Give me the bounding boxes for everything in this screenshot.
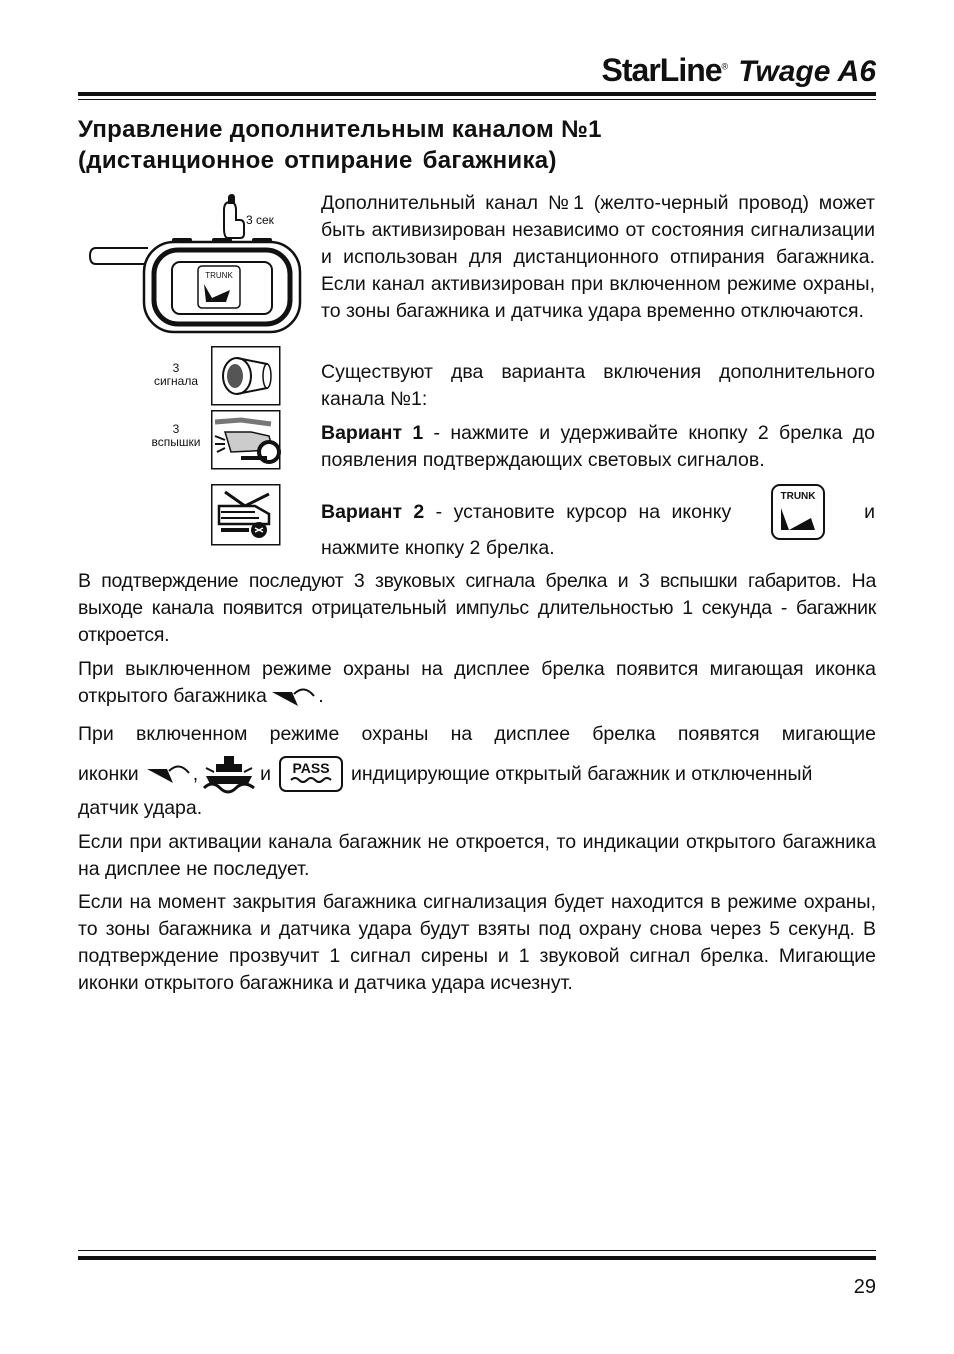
paragraph-armed-line-2: иконки , и PASS индицирующие открытый багажник и отключенный: [78, 754, 876, 794]
paragraph-armed-line-1: При включенном режиме охраны на дисплее брелка появятся мигающие: [78, 723, 876, 745]
header-rule-thin: [78, 99, 876, 100]
flashing-lights-icon: [211, 410, 281, 470]
pass-icon: [279, 756, 343, 792]
open-trunk-small-icon: [272, 686, 318, 708]
svg-text:PASS: PASS: [292, 760, 330, 776]
svg-text:TRUNK: TRUNK: [780, 491, 816, 502]
paragraph-variants: Существуют два варианта включения дополнительного канала №1:: [321, 361, 875, 410]
paragraph-variant-2-line-2: нажмите кнопку 2 брелка.: [321, 537, 555, 559]
page-number: 29: [853, 1276, 876, 1298]
paragraph-armed-line-3: датчик удара.: [78, 797, 203, 819]
header-rule-thick: [78, 92, 876, 96]
paragraph-confirmation: В подтверждение последуют 3 звуковых сигнала брелка и 3 вспышки габаритов. На выходе канала появится отрицательный импульс длительностью 1 секунда - багажник откроется.: [78, 570, 876, 646]
paragraph-variant-1: [321, 420, 875, 474]
paragraph-intro: Дополнительный канал №1 (желто-черный провод) может быть активизирован независимо от состояния сигнализации и использован для дистанционного отпирания багажника. Если канал активизирован при включенном режиме охраны, то зоны багажника и датчика удара временно отключаются.: [321, 192, 875, 322]
open-trunk-small-icon-2: [147, 763, 193, 785]
section-title: [78, 114, 878, 176]
variant-2-conj: и: [864, 500, 875, 523]
paragraph-no-open: Если при активации канала багажник не откроется, то индикации открытого багажника на дисплее не последует.: [78, 831, 876, 880]
section-title-line-2: (дистанционное отпирание багажника): [78, 147, 557, 174]
flashes-label: 3 вспышки: [151, 422, 201, 449]
variant-2-text: - установите курсор на иконку: [424, 500, 732, 523]
page-header: [602, 52, 876, 89]
footer-rule-thin: [78, 1250, 876, 1251]
press-duration-label: 3 сек: [246, 213, 274, 227]
shock-sensor-icon: [202, 754, 256, 794]
paragraph-rearm: Если на момент закрытия багажника сигнализация будет находится в режиме охраны, то зоны багажника и датчика удара будут взяты под охрану снова через 5 секунд. В подтверждение прозвучит 1 сигнал сирены и 1 звуковой сигнал брелка. Мигающие иконки открытого багажника и датчика удара исчезнут.: [78, 891, 876, 994]
open-trunk-car-icon: [211, 484, 281, 546]
siren-sound-icon: [211, 346, 281, 406]
brand-logo: StarLine®: [601, 52, 729, 88]
paragraph-disarmed: При выключенном режиме охраны на дисплее брелка появится мигающая иконка открытого багажника .: [78, 658, 876, 707]
signals-label: 3 сигнала: [153, 361, 199, 388]
variant-1-text: - нажмите и удерживайте кнопку 2 брелка до появления подтверждающих световых сигналов.: [321, 422, 876, 471]
footer-rule-thick: [78, 1256, 876, 1260]
paragraph-variant-2-line-1: [321, 484, 875, 540]
trunk-menu-icon: [771, 484, 825, 540]
pressing-hand-icon: [224, 194, 244, 242]
key-fob-illustration: [88, 190, 308, 338]
svg-text:TRUNK: TRUNK: [205, 271, 233, 280]
model-name: Twage A6: [738, 55, 876, 88]
variant-1-label: Вариант 1: [321, 422, 424, 444]
variant-2-label: Вариант 2: [321, 500, 425, 523]
section-title-line-1: Управление дополнительным каналом №1: [78, 116, 602, 143]
